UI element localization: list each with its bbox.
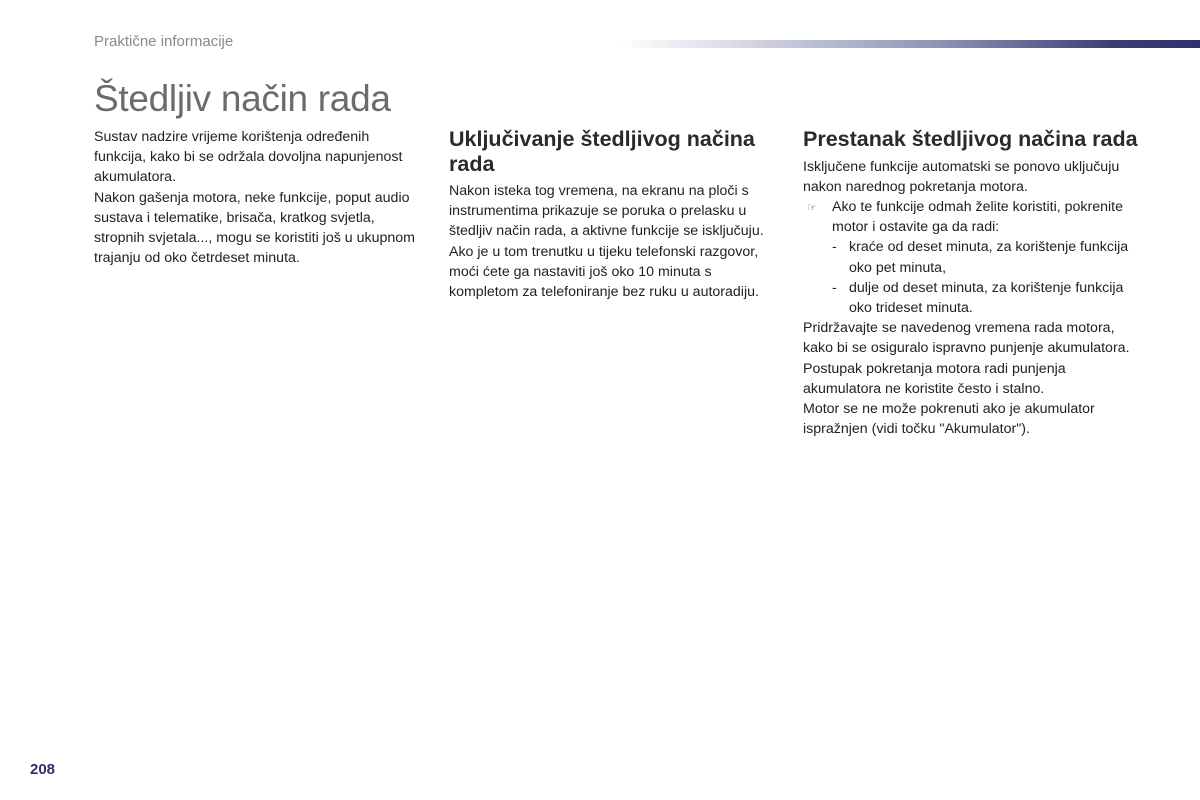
intro-paragraph-1: Sustav nadzire vrijeme korištenja određenih funkcija, kako bi se održala dovoljna napunjenost akumulatora. (94, 129, 403, 186)
deactivation-paragraph-3: Motor se ne može pokrenuti ako je akumulator ispražnjen (vidi točku "Akumulator"). (803, 400, 1095, 438)
activation-column (449, 127, 779, 302)
note-item (803, 197, 1143, 237)
header-accent-bar (620, 40, 1200, 48)
intro-paragraph-2: Nakon gašenja motora, neke funkcije, poput audio sustava i telematike, brisača, kratkog svjetla, stropnih svjetala..., mogu se koristiti još u ukupnom trajanju od oko četrdeset minuta. (94, 189, 415, 267)
activation-heading: Uključivanje štedljivog načina rada (449, 127, 755, 176)
intro-column (94, 127, 424, 268)
deactivation-intro: Isključene funkcije automatski se ponovo uključuju nakon narednog pokretanja motora. (803, 158, 1120, 195)
dash-bullet: - (832, 279, 837, 296)
deactivation-column (803, 127, 1143, 439)
deactivation-heading: Prestanak štedljivog načina rada (803, 127, 1138, 151)
page-title: Štedljiv način rada (94, 78, 391, 119)
deactivation-paragraph-1: Pridržavajte se navedenog vremena rada motora, kako bi se osiguralo ispravno punjenje akumulatora. (803, 320, 1130, 357)
dash-bullet: - (832, 239, 837, 256)
dash-item-text: dulje od deset minuta, za korištenje funkcija oko trideset minuta. (849, 279, 1124, 316)
dash-item-short-run (803, 237, 1143, 277)
pointing-hand-icon: ☞ (807, 201, 817, 214)
section-header: Praktične informacije (94, 33, 234, 50)
dash-item-long-run (803, 278, 1143, 318)
deactivation-paragraph-2: Postupak pokretanja motora radi punjenja akumulatora ne koristite često i stalno. (803, 360, 1066, 397)
dash-item-text: kraće od deset minuta, za korištenje funkcija oko pet minuta, (849, 239, 1129, 276)
note-text: Ako te funkcije odmah želite koristiti, pokrenite motor i ostavite ga da radi: (832, 198, 1123, 236)
page-number: 208 (30, 761, 56, 778)
activation-paragraph-2: Ako je u tom trenutku u tijeku telefonski razgovor, moći ćete ga nastaviti još oko 10 minuta s kompletom za telefoniranje bez ruku u autoradiju. (449, 243, 759, 301)
activation-paragraph-1: Nakon isteka tog vremena, na ekranu na ploči s instrumentima prikazuje se poruka o prelasku u štedljiv način rada, a aktivne funkcije se isključuju. (449, 183, 764, 240)
